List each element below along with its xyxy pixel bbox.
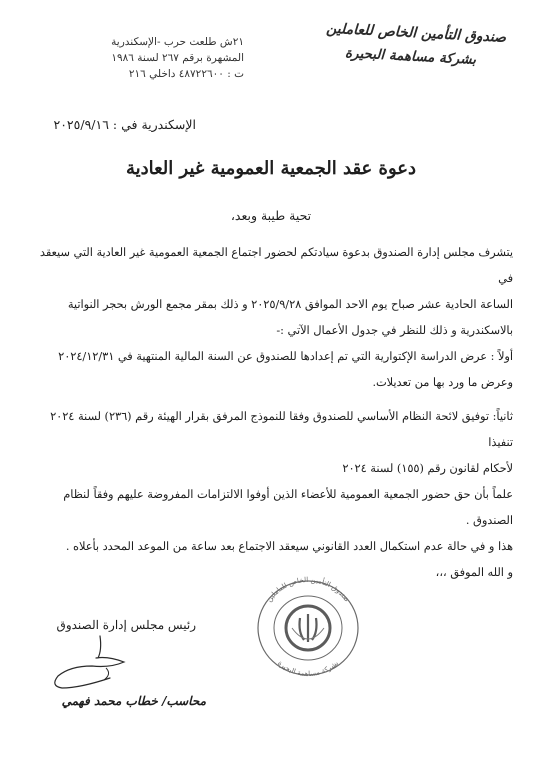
signatory-name: محاسب/ خطاب محمد فهمي [61, 694, 206, 708]
closing-line: و الله الموفق ،،، [435, 566, 513, 579]
page-title: دعوة عقد الجمعية العمومية غير العادية [125, 158, 417, 179]
official-seal [248, 570, 368, 680]
agenda-item-second-line1: ثانياً: توفيق لائحة النظام الأساسي للصندوق وفقا للنموذج المرفق بقرار الهيئة رقم (٢٣٦) لسنة ٢٠٢٤ تنفيذا [50, 410, 513, 449]
organization-letterhead [266, 20, 507, 68]
agenda-item-first-line1: أولاً : عرض الدراسة الإكتوارية التي تم إعدادها للصندوق عن السنة المالية المنتهية في ٢٠٢٤/١٢/٣١ [58, 350, 513, 363]
address-line3: ت : ٤٨٧٢٢٦٠٠ داخلي ٢١٦ [128, 68, 244, 80]
address-line2: المشهرة برقم ٢٦٧ لسنة ١٩٨٦ [111, 52, 244, 64]
agenda-items [28, 344, 513, 586]
intro-line3: بالاسكندرية و ذلك للنظر في جدول الأعمال الآتي :- [276, 324, 513, 337]
seal-bottom-text: بشركة مساهمة البحيرة [275, 659, 341, 679]
intro-line1: يتشرف مجلس إدارة الصندوق بدعوة سيادتكم لحضور اجتماع الجمعية العمومية غير العادية التي سيعقد في [39, 246, 513, 285]
agenda-item-first-line2: وعرض ما ورد بها من تعديلات. [372, 376, 513, 389]
attendance-note: علماً بأن حق حضور الجمعية العمومية للأعضاء الذين أوفوا الالتزامات المفروضة عليهم وفقاً لنظام الصندوق . [63, 488, 513, 527]
address-line1: ٢١ش طلعت حرب -الإسكندرية [111, 36, 244, 48]
signatory-title: رئيس مجلس إدارة الصندوق [56, 618, 196, 632]
date-line [36, 117, 196, 132]
intro-paragraph [28, 240, 513, 344]
intro-line2: الساعة الحادية عشر صباح يوم الاحد الموافق ٢٠٢٥/٩/٢٨ و ذلك بمقر مجمع الورش بحجر النواتية [67, 298, 513, 311]
org-name-line1: صندوق التأمين الخاص للعاملين [325, 20, 507, 46]
quorum-note: هذا و في حالة عدم استكمال العدد القانوني سيعقد الاجتماع بعد ساعة من الموعد المحدد بأعلاه . [65, 540, 513, 553]
handwritten-signature [40, 628, 170, 698]
agenda-item-second-line2: لأحكام لقانون رقم (١٥٥) لسنة ٢٠٢٤ [342, 462, 513, 475]
organization-address [74, 34, 244, 82]
org-name-line2: بشركة مساهمة البحيرة [344, 45, 477, 68]
date-label: الإسكندرية في : [112, 117, 196, 132]
greeting: تحية طيبة وبعد، [230, 208, 312, 223]
seal-top-text: صندوق التأمين الخاص للعاملين [265, 576, 351, 604]
date-value: ٢٠٢٥/٩/١٦ [53, 117, 109, 132]
